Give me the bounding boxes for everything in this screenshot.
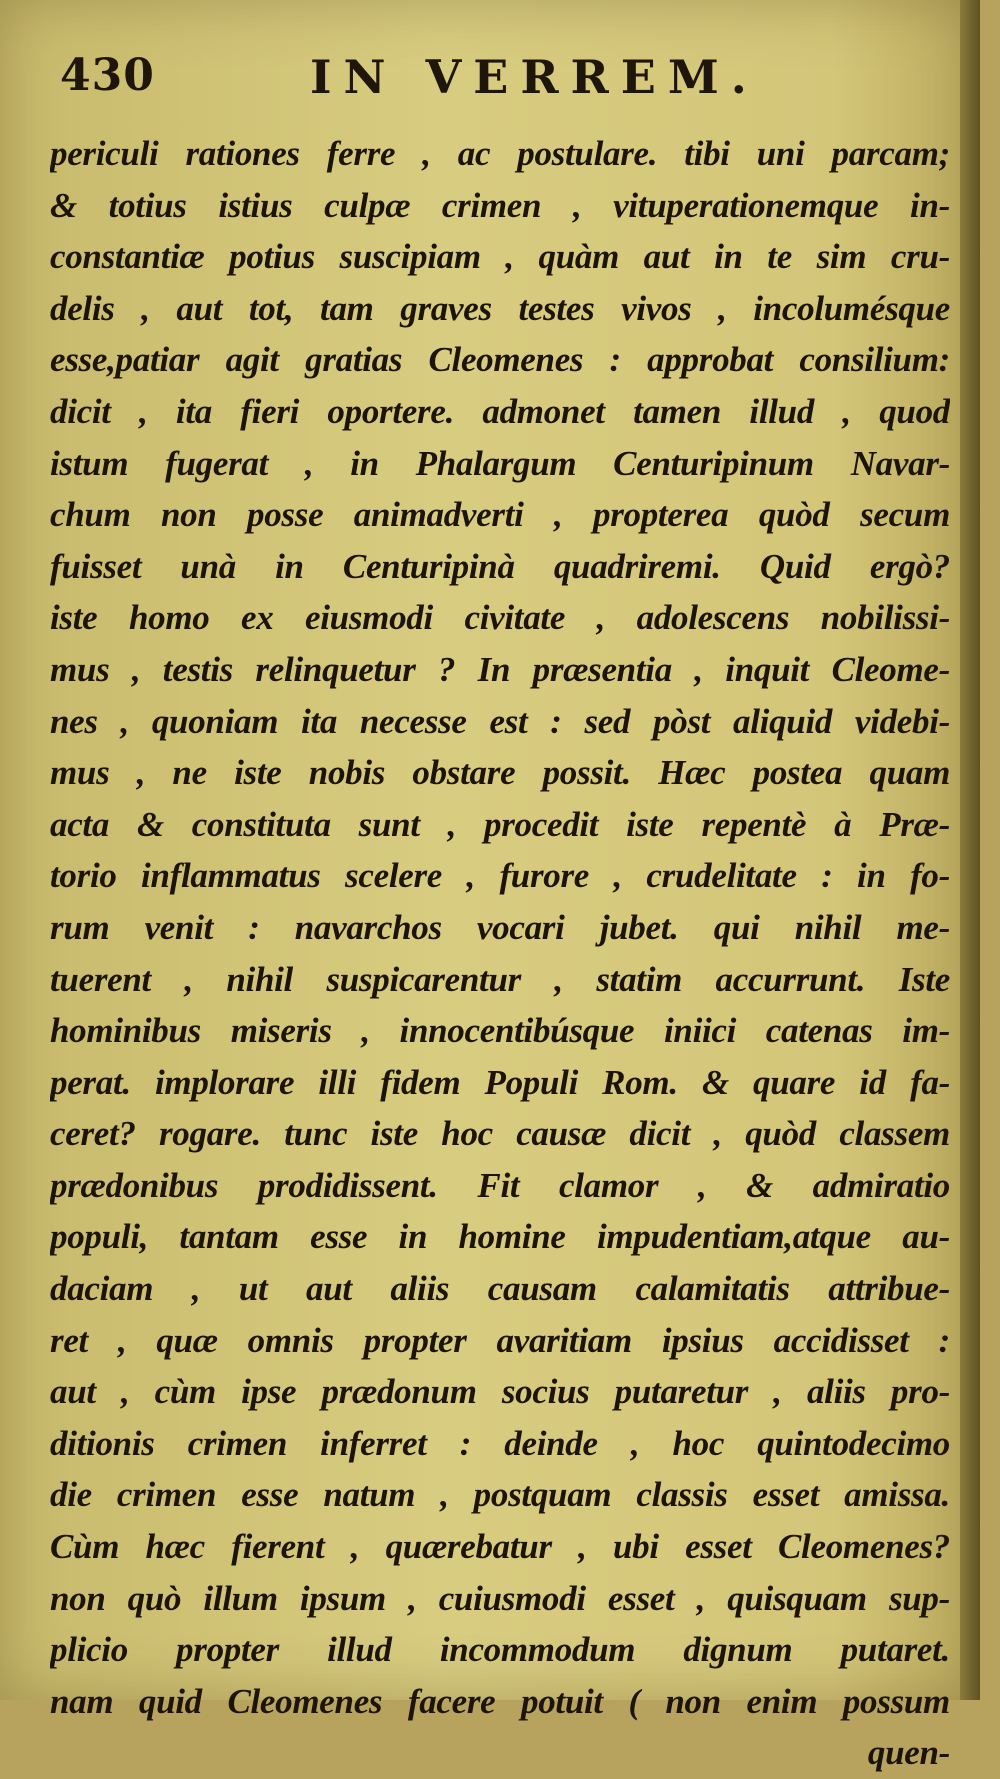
text-line: daciam , ut aut aliis causam calamitatis attribue- xyxy=(50,1269,950,1309)
text-line: nam quid Cleomenes facere potuit ( non enim possum xyxy=(50,1681,950,1721)
text-line: fuisset unà in Centuripinà quadriremi. Quid ergò? xyxy=(50,546,950,586)
text-line: periculi rationes ferre , ac postulare. tibi uni parcam; xyxy=(50,134,950,173)
text-line: torio inflammatus scelere , furore , crudelitate : in fo- xyxy=(50,856,950,896)
text-line: mus , ne iste nobis obstare possit. Hæc postea quam xyxy=(50,753,950,793)
text-line: hominibus miseris , innocentibúsque iniici catenas im- xyxy=(50,1011,950,1051)
text-line: delis , aut tot, tam graves testes vivos , incolumésque xyxy=(50,288,950,328)
text-line: non quò illum ipsum , cuiusmodi esset , quisquam sup- xyxy=(50,1578,950,1618)
text-line: constantiæ potius suscipiam , quàm aut in te sim cru- xyxy=(50,237,950,277)
text-line: die crimen esse natum , postquam classis esset amissa. xyxy=(50,1475,950,1515)
page-gutter xyxy=(960,0,980,1700)
running-head: IN VERREM. xyxy=(310,50,759,104)
text-line: mus , testis relinquetur ? In præsentia , inquit Cleome- xyxy=(50,649,950,689)
text-line: chum non posse animadverti , propterea quòd secum xyxy=(50,495,950,535)
text-line: Cùm hæc fierent , quærebatur , ubi esset Cleomenes? xyxy=(50,1527,950,1567)
text-line: populi, tantam esse in homine impudentiam,atque au- xyxy=(50,1217,950,1257)
text-line: ceret? rogare. tunc iste hoc causæ dicit , quòd classem xyxy=(50,1114,950,1154)
text-line: esse,patiar agit gratias Cleomenes : approbat consilium: xyxy=(50,340,950,380)
text-line: & totius istius culpæ crimen , vituperationemque in- xyxy=(50,185,950,225)
text-line: plicio propter illud incommodum dignum putaret. xyxy=(50,1630,950,1670)
page-number: 430 xyxy=(60,50,155,101)
page-header xyxy=(60,50,960,120)
text-line: prædonibus prodidissent. Fit clamor , & admiratio xyxy=(50,1165,950,1205)
text-line: perat. implorare illi fidem Populi Rom. & quare id fa- xyxy=(50,1062,950,1102)
text-line: ret , quæ omnis propter avaritiam ipsius accidisset : xyxy=(50,1320,950,1360)
text-line: acta & constituta sunt , procedit iste repentè à Præ- xyxy=(50,804,950,844)
text-line: nes , quoniam ita necesse est : sed pòst aliquid videbi- xyxy=(50,701,950,741)
catchword: quen- xyxy=(867,1733,950,1773)
text-line: rum venit : navarchos vocari jubet. qui nihil me- xyxy=(50,907,950,947)
text-line: istum fugerat , in Phalargum Centuripinum Navar- xyxy=(50,443,950,483)
text-line: ditionis crimen inferret : deinde , hoc quintodecimo xyxy=(50,1423,950,1463)
text-line: dicit , ita fieri oportere. admonet tamen illud , quod xyxy=(50,391,950,431)
text-line: iste homo ex eiusmodi civitate , adolescens nobilissi- xyxy=(50,598,950,638)
text-line: aut , cùm ipse prædonum socius putaretur , aliis pro- xyxy=(50,1372,950,1412)
text-line: tuerent , nihil suspicarentur , statim accurrunt. Iste xyxy=(50,959,950,999)
body-text xyxy=(50,128,950,1779)
